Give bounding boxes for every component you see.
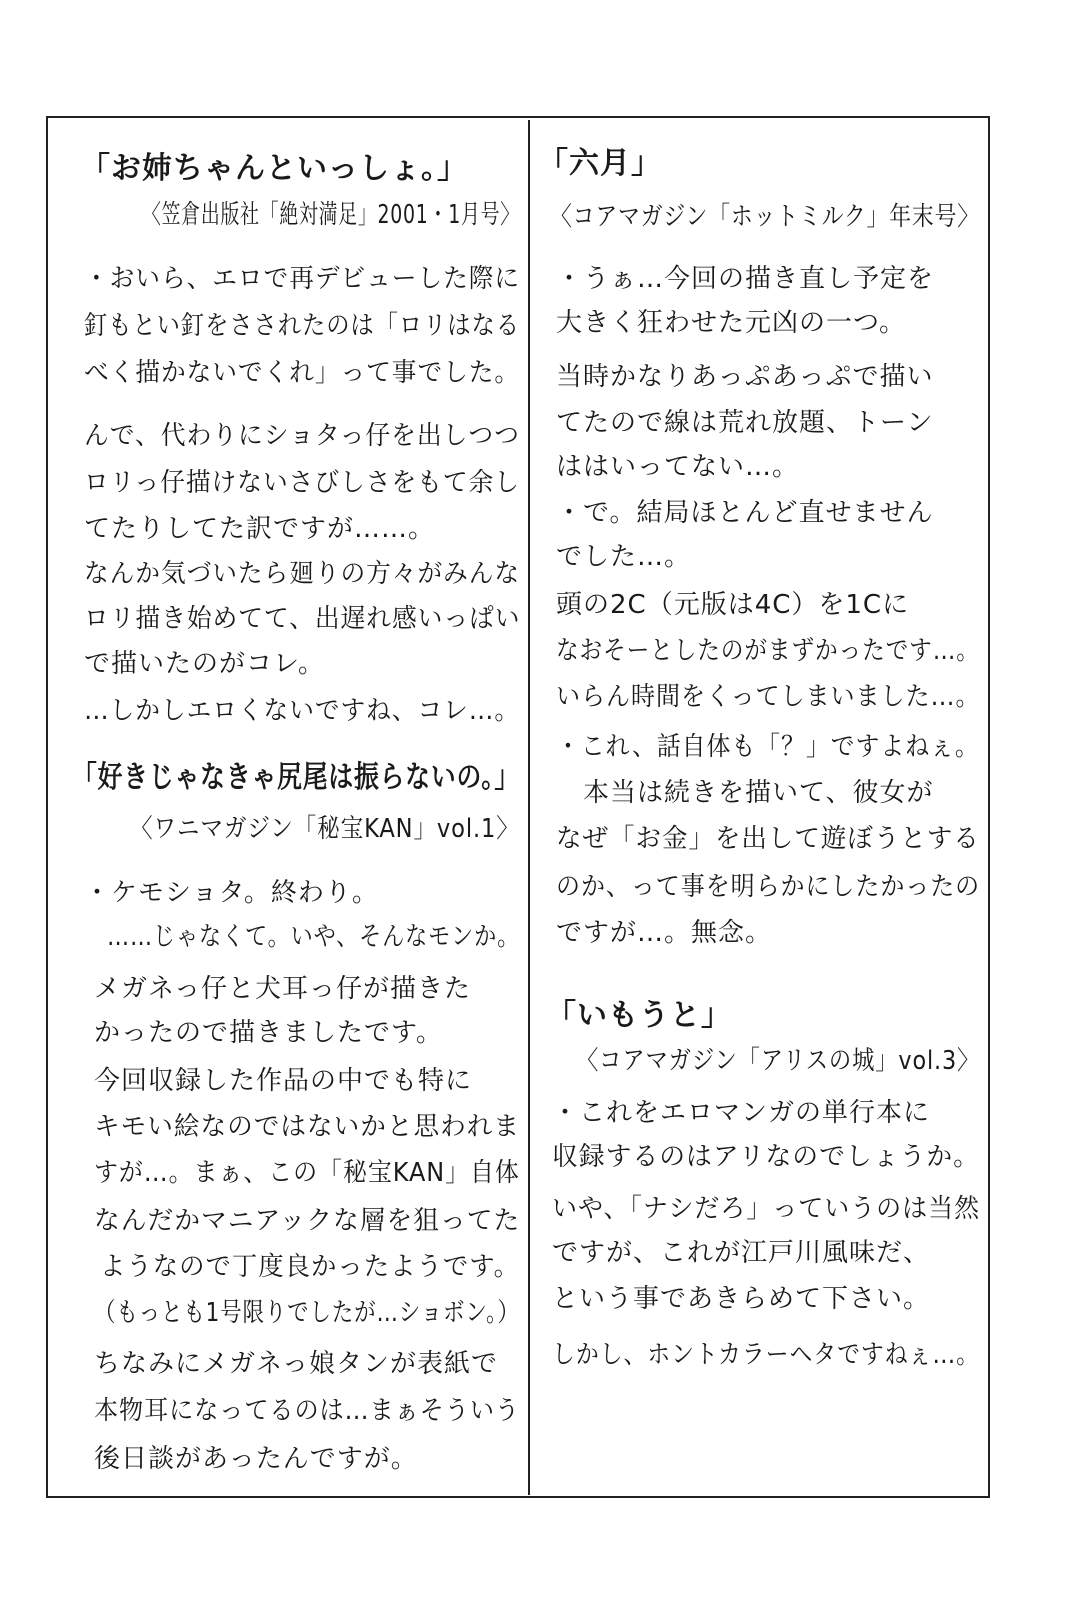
text-line: んで、代わりにショタっ仔を出しつつ (84, 421, 520, 451)
text-line: でした…。 (556, 542, 692, 572)
column-divider (528, 120, 530, 1495)
text-line: なぜ「お金」を出して遊ぼうとする (556, 824, 980, 854)
text-line: 本物耳になってるのは…まぁそういう (94, 1396, 520, 1426)
text-line: しかし、ホントカラーヘタですねぇ…。 (552, 1340, 980, 1370)
text-line: ・ケモショタ。終わり。 (84, 878, 379, 908)
text-line: のか、って事を明らかにしたかったの (556, 872, 981, 902)
text-line: で描いたのがコレ。 (84, 649, 325, 679)
text-line: ロリっ仔描けないさびしさをもて余し (84, 468, 520, 498)
text-line: かったので描きましたです。 (94, 1018, 443, 1048)
text-line: …しかしエロくないですね、コレ…。 (84, 696, 521, 726)
text-line: キモい絵なのではないかと思われま (94, 1112, 520, 1142)
section-title: 「いもうと」 (546, 998, 732, 1033)
text-line: なおそーとしたのがまずかったです…。 (556, 636, 980, 666)
text-line: ですが…。無念。 (556, 918, 773, 948)
text-line: ・これ、話自体も「？」ですよねぇ。 (556, 732, 980, 762)
text-line: ……じゃなくて。いや、そんなモンか。 (84, 922, 521, 952)
text-line: いや、「ナシだろ」っていうのは当然 (552, 1194, 981, 1224)
text-line: べく描かないでくれ」って事でした。 (84, 358, 521, 388)
text-line: ははいってない…。 (556, 452, 800, 482)
text-line: ようなので丁度良かったようです。 (100, 1252, 521, 1282)
text-line: なんだかマニアックな層を狙ってた (94, 1206, 521, 1236)
section-title: 「好きじゃなきゃ尻尾は振らないの。」 (72, 760, 521, 795)
text-line: ですが、これが江戸川風味だ、 (552, 1238, 931, 1268)
text-line: ちなみにメガネっ娘タンが表紙で (94, 1349, 498, 1379)
section-title: 「六月」 (538, 146, 662, 181)
text-line: すが…。まぁ、この「秘宝KAN」自体 (94, 1158, 520, 1188)
text-line: なんか気づいたら廻りの方々がみんな (84, 559, 521, 589)
publication-info: 〈笠倉出版社「絶対満足」2001・1月号〉 (142, 200, 520, 230)
text-line: （もっとも1号限りでしたが…ショボン。） (94, 1298, 520, 1328)
text-line: ・おいら、エロで再デビューした際に (84, 264, 521, 294)
text-line: てたりしてた訳ですが……。 (84, 514, 436, 544)
publication-info: 〈ワニマガジン「秘宝KAN」vol.1〉 (130, 814, 520, 844)
text-line: 収録するのはアリなのでしょうか。 (552, 1142, 980, 1172)
text-line: という事であきらめて下さい。 (552, 1284, 931, 1314)
text-line: 当時かなりあっぷあっぷで描い (556, 362, 934, 392)
text-line: ・で。結局ほとんど直せません (556, 498, 934, 528)
publication-info: 〈コアマガジン「アリスの城」vol.3〉 (576, 1046, 981, 1076)
section-title: 「お姉ちゃんといっしょ。」 (80, 151, 468, 186)
text-line: 本当は続きを描いて、彼女が (556, 778, 934, 808)
text-line: 大きく狂わせた元凶の一つ。 (556, 308, 906, 338)
text-line: 後日談があったんですが。 (94, 1444, 418, 1474)
text-line: ・これをエロマンガの単行本に (552, 1098, 931, 1128)
text-line: てたので線は荒れ放題、トーン (556, 408, 934, 438)
text-line: 今回収録した作品の中でも特に (94, 1066, 473, 1096)
text-line: ・うぁ…今回の描き直し予定を (556, 264, 935, 294)
text-line: ロリ描き始めてて、出遅れ感いっぱい (84, 604, 521, 634)
text-line: 釘もとい釘をさされたのは「ロリはなる (84, 311, 520, 341)
text-line: メガネっ仔と犬耳っ仔が描きた (94, 974, 471, 1004)
text-line: いらん時間をくってしまいました…。 (556, 682, 981, 712)
text-line: 頭の2C（元版は4C）を1Cに (556, 590, 910, 620)
publication-info: 〈コアマガジン「ホットミルク」年末号〉 (550, 202, 980, 232)
